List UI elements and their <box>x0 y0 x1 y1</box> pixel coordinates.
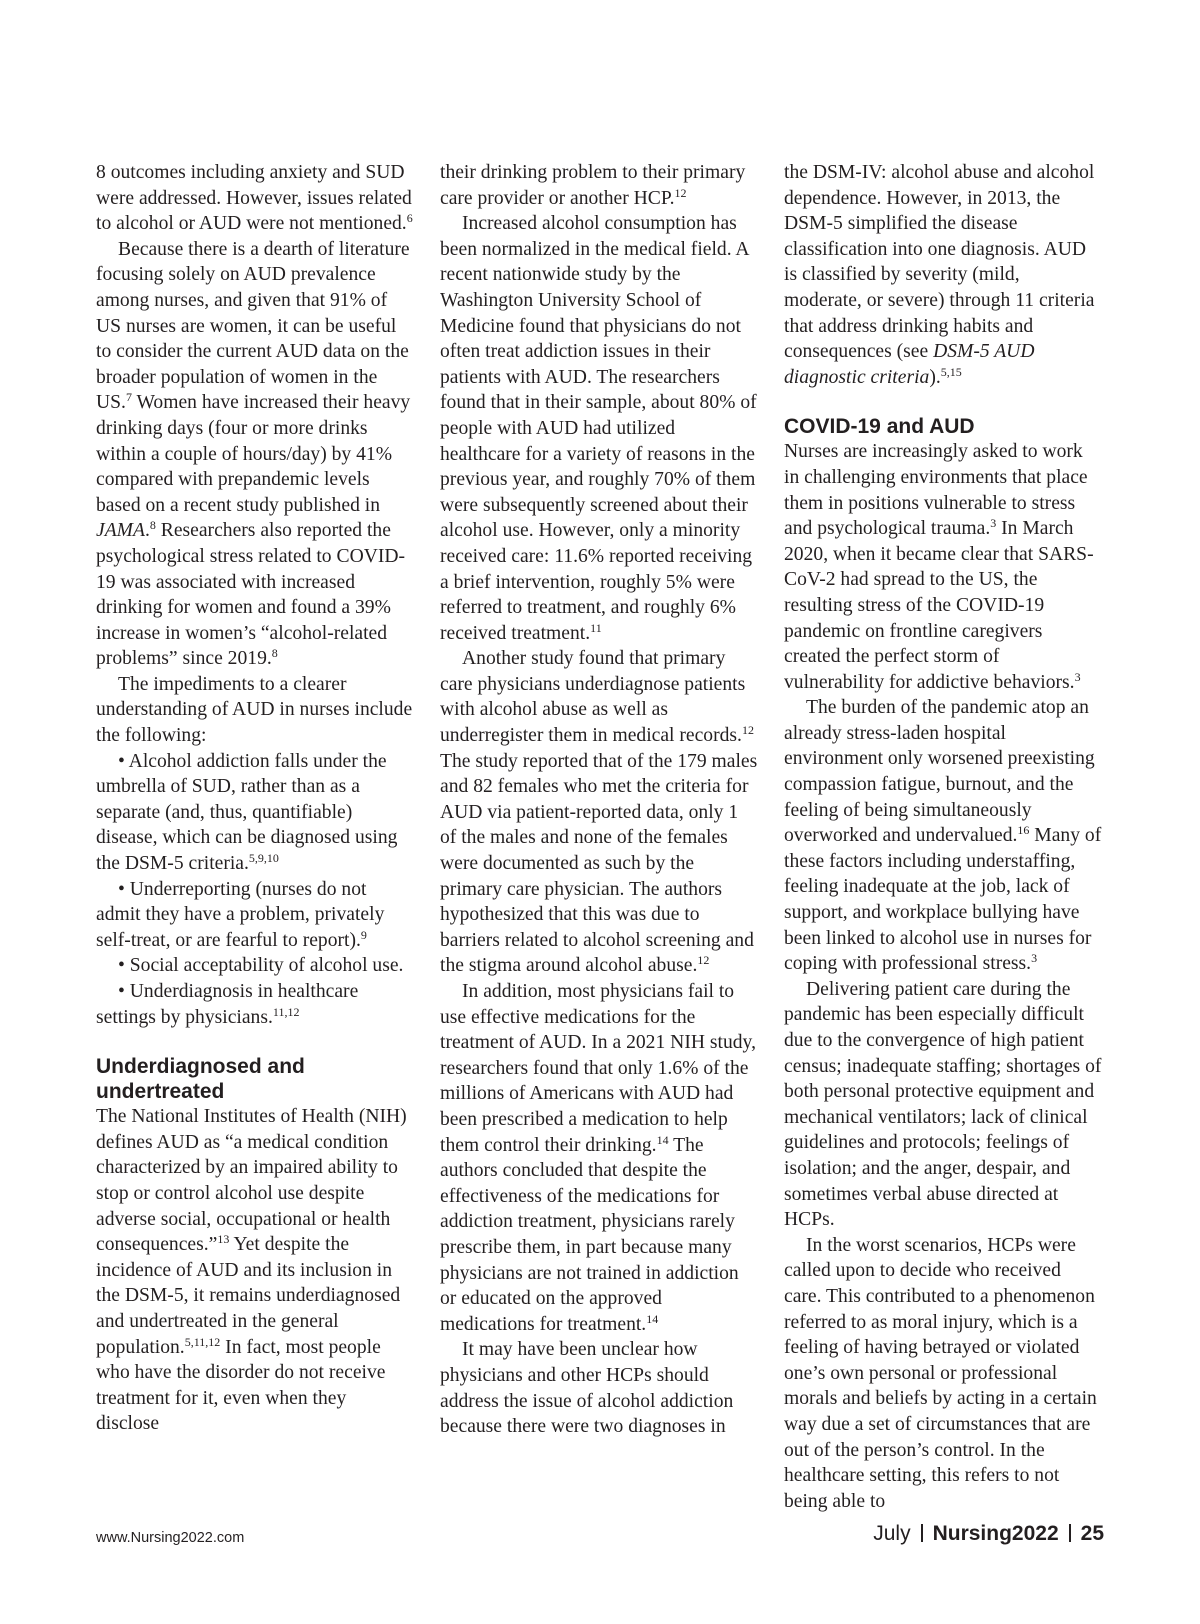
footer-divider <box>1069 1524 1071 1542</box>
paragraph: Increased alcohol consumption has been normalized in the medical field. A recent nationwide study by the Washington University School of Medicine found that physicians do not often treat addiction issues in their patients with AUD. The researchers found that in their sample, about 80% of people with AUD had utilized healthcare for a variety of reasons in the previous year, and roughly 70% of them were subsequently screened about their alcohol use. However, only a minority received care: 11.6% reported receiving a brief intervention, roughly 5% were referred to treatment, and roughly 6% received treatment.$^{11}$ <box>440 213 757 644</box>
reference-superscript: 12 <box>674 185 687 200</box>
reference-superscript: 11 <box>590 620 602 635</box>
reference-superscript: 13 <box>217 1232 230 1247</box>
paragraph: 8 outcomes including anxiety and SUD were addressed. However, issues related to alcohol or AUD were not mentioned.$^6$ <box>96 162 413 235</box>
paragraph: In addition, most physicians fail to use effective medications for the treatment of AUD. In a 2021 NIH study, researchers found that only 1.6% of the millions of Americans with AUD had been prescribed a medication to help them control their drinking.$^{14}$ The authors concluded that despite the effectiveness of the medications for addiction treatment, physicians rarely prescribe them, in part because many physicians are not trained in addiction or educated on the approved medications for treatment.$^{14}$ <box>440 981 756 1335</box>
reference-superscript: 3 <box>990 516 997 531</box>
bullet-item: • Underdiagnosis in healthcare settings by physicians.$^{11,12}$ <box>96 981 359 1028</box>
reference-superscript: 3 <box>1074 669 1081 684</box>
paragraph: The National Institutes of Health (NIH) defines AUD as “a medical condition characterized by an impaired ability to stop or control alcohol use despite adverse social, occupational or health consequences.”$^{13}$ Yet despite the incidence of AUD and its inclusion in the DSM-5, it remains underdiagnosed and undertreated in the general population.$^{5,11,12}$ In fact, most people who have the disorder do not receive treatment for it, even when they disclose <box>96 1106 407 1435</box>
footer-divider <box>921 1524 923 1542</box>
paragraph: Because there is a dearth of literature focusing solely on AUD prevalence among nurses, and given that 91% of US nurses are women, it can be useful to consider the current AUD data on the broader population of women in the US.$^7$ Women have increased their heavy drinking days (four or more drinks within a couple of hours/day) by 41% compared with prepandemic levels based on a recent study published in JAMA.$^8$ Researchers also reported the psychological stress related to COVID-19 was associated with increased drinking for women and found a 39% increase in women’s “alcohol-related problems” since 2019.$^8$ <box>96 238 411 670</box>
paragraph: In the worst scenarios, HCPs were called upon to decide who received care. This contributed to a phenomenon referred to as moral injury, which is a feeling of having betrayed or violated one’s own personal or professional morals and beliefs by acting in a certain way due a set of circumstances that are out of the person’s control. In the healthcare setting, this refers to not being able to <box>784 1234 1097 1512</box>
footer-page-number: 25 <box>1080 1522 1104 1545</box>
paragraph: Another study found that primary care physicians underdiagnose patients with alcohol abuse as well as underregister them in medical records.$^{12}$ The study reported that of the 179 males and 82 females who met the criteria for AUD via patient-reported data, only 1 of the males and none of the females were documented as such by the primary care physician. The authors hypothesized that this was due to barriers related to alcohol screening and the stigma around alcohol abuse.$^{12}$ <box>440 648 758 977</box>
text-column-2 <box>440 160 758 1440</box>
section-heading: COVID-19 and AUD <box>784 415 975 439</box>
reference-superscript: 8 <box>149 518 156 533</box>
reference-superscript: 12 <box>741 723 754 738</box>
paragraph: The impediments to a clearer understanding of AUD in nurses include the following: <box>96 673 413 747</box>
paragraph: Delivering patient care during the pandemic has been especially difficult due to the convergence of high patient census; inadequate staffing; shortages of both personal protective equipment and mechanical ventilators; lack of clinical guidelines and protocols; feelings of isolation; and the anger, despair, and sometimes verbal abuse directed at HCPs. <box>784 978 1102 1231</box>
reference-superscript: 12 <box>697 953 710 968</box>
paragraph: The burden of the pandemic atop an already stress-laden hospital environment only worsened preexisting compassion fatigue, burnout, and the feeling of being simultaneously overworked and undervalued.$^{16}$ Many of these factors including understaffing, feeling inadequate at the job, lack of support, and workplace bullying have been linked to alcohol use in nurses for coping with professional stress.$^3$ <box>784 697 1102 975</box>
paragraph: It may have been unclear how physicians and other HCPs should address the issue of alcohol addiction because there were two diagnoses in <box>440 1339 734 1438</box>
paragraph: their drinking problem to their primary care provider or another HCP.$^{12}$ <box>440 162 746 209</box>
spacer <box>96 1030 414 1054</box>
reference-superscript: 5,9,10 <box>248 851 279 866</box>
bullet-item: • Underreporting (nurses do not admit they have a problem, privately self-treat, or are fearful to report).$^9$ <box>96 878 385 951</box>
section-heading: Underdiagnosed and undertreated <box>96 1055 305 1104</box>
reference-superscript: 11,12 <box>272 1004 300 1019</box>
reference-superscript: 16 <box>1017 823 1030 838</box>
reference-superscript: 14 <box>656 1132 669 1147</box>
paragraph: the DSM-IV: alcohol abuse and alcohol dependence. However, in 2013, the DSM-5 simplified the disease classification into one diagnosis. AUD is classified by severity (mild, moderate, or severe) through 11 criteria that address drinking habits and consequences (see DSM-5 AUD diagnostic criteria).$^{5,15}$ <box>784 162 1095 388</box>
paragraph: Nurses are increasingly asked to work in challenging environments that place them in positions vulnerable to stress and psychological trauma.$^3$ In March 2020, when it became clear that SARS-CoV-2 had spread to the US, the resulting stress of the COVID-19 pandemic on frontline caregivers created the perfect storm of vulnerability for addictive behaviors.$^3$ <box>784 441 1094 693</box>
reference-superscript: 14 <box>646 1311 659 1326</box>
reference-superscript: 7 <box>125 390 132 405</box>
footer-journal-name: Nursing2022 <box>932 1522 1059 1545</box>
reference-superscript: 6 <box>406 211 413 226</box>
bullet-item: • Alcohol addiction falls under the umbrella of SUD, rather than as a separate (and, thus, quantifiable) disease, which can be diagnosed using the DSM-5 criteria.$^{5,9,10}$ <box>96 750 398 875</box>
reference-superscript: 5,11,12 <box>184 1334 221 1349</box>
bullet-item: • Social acceptability of alcohol use. <box>118 955 404 977</box>
footer-website: www.Nursing2022.com <box>96 1530 245 1546</box>
spacer <box>784 390 1102 414</box>
text-column-3 <box>784 160 1102 1514</box>
reference-superscript: 5,15 <box>940 364 962 379</box>
reference-superscript: 9 <box>360 927 367 942</box>
reference-superscript: 8 <box>271 646 278 661</box>
footer-folio <box>873 1522 1104 1546</box>
text-column-1 <box>96 160 414 1437</box>
reference-superscript: 3 <box>1031 951 1038 966</box>
footer-month: July <box>873 1522 911 1545</box>
